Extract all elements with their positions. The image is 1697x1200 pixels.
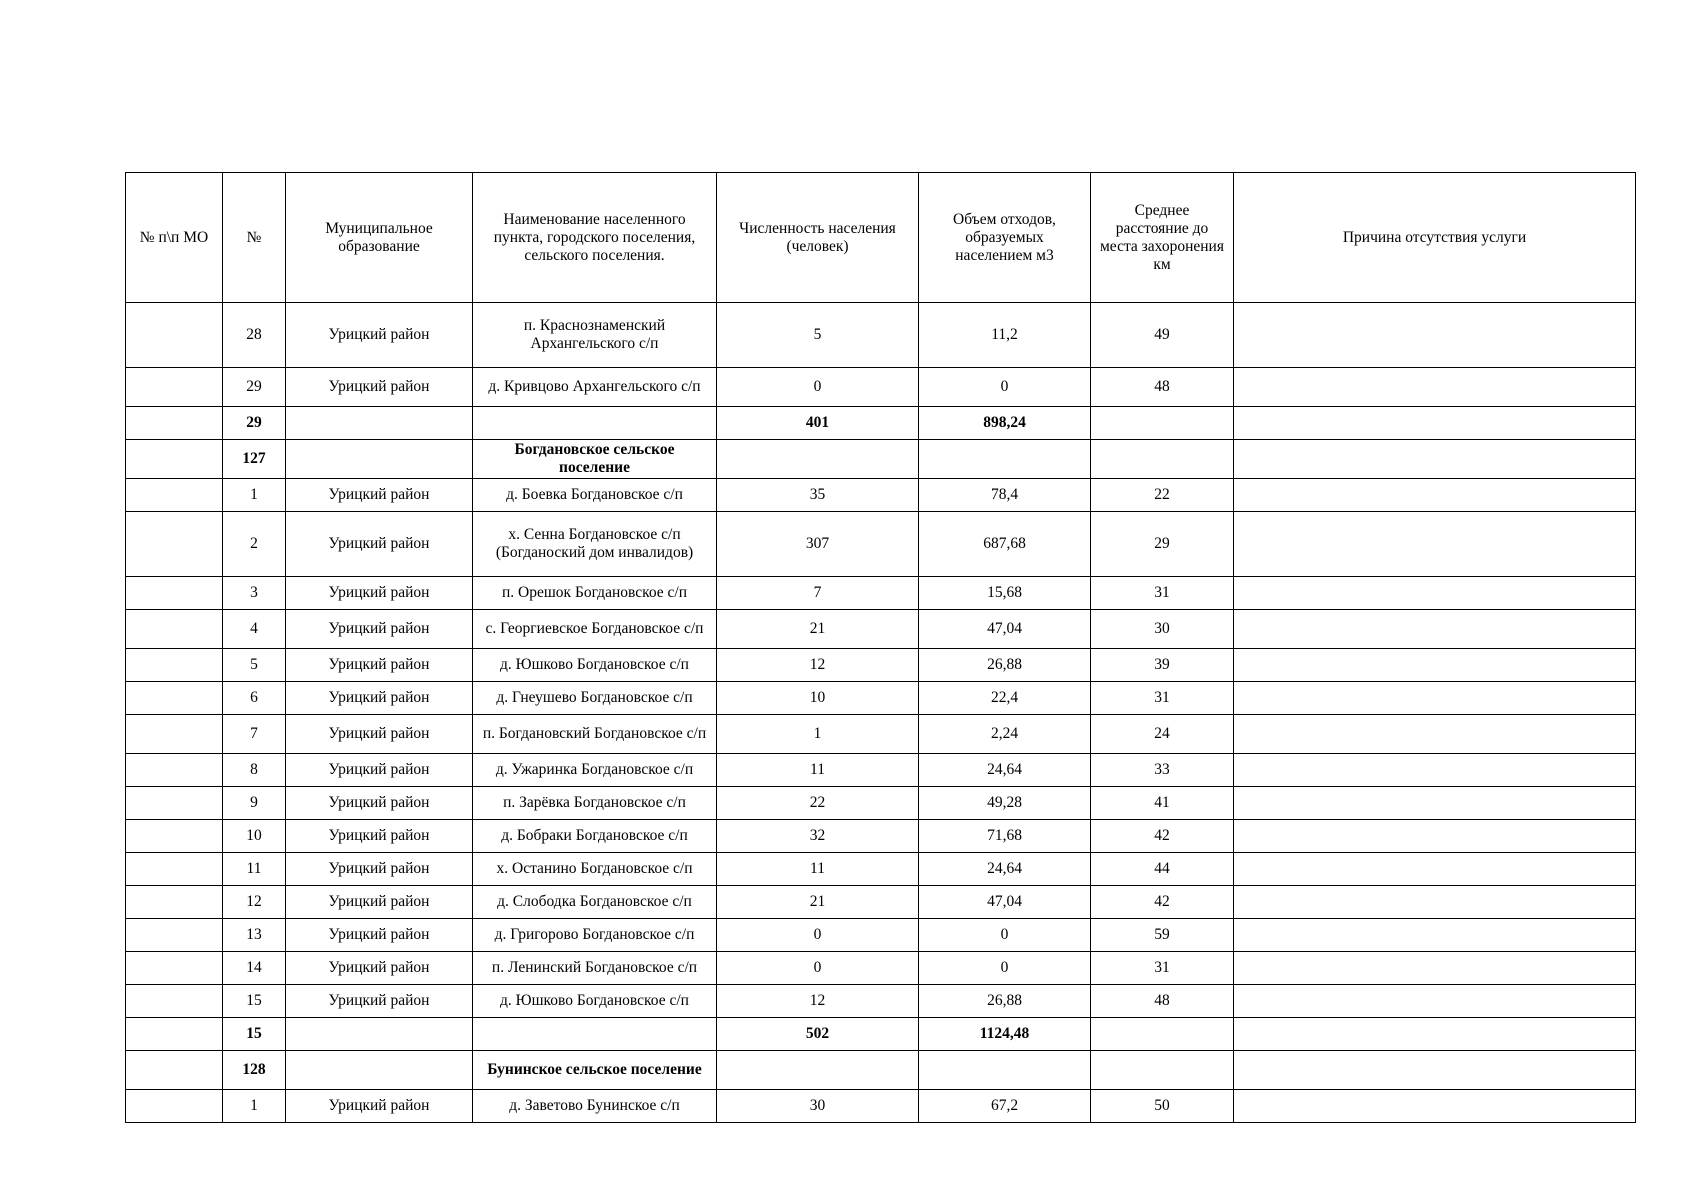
cell-waste-volume: 1124,48: [919, 1018, 1091, 1051]
cell-settlement: д. Кривцово Архангельского с/п: [473, 368, 717, 407]
cell-waste-volume: 26,88: [919, 649, 1091, 682]
cell-municipality: Урицкий район: [286, 577, 473, 610]
cell-distance: 39: [1091, 649, 1234, 682]
cell-municipality: Урицкий район: [286, 820, 473, 853]
table-row: [126, 952, 1636, 985]
cell-population: [717, 1051, 919, 1090]
cell-settlement: п. Зарёвка Богдановское с/п: [473, 787, 717, 820]
cell-mo-number: [126, 479, 223, 512]
cell-number: 4: [223, 610, 286, 649]
table-body: [126, 303, 1636, 1123]
table-row: [126, 1090, 1636, 1123]
cell-distance: 30: [1091, 610, 1234, 649]
cell-reason: [1234, 754, 1636, 787]
cell-waste-volume: 22,4: [919, 682, 1091, 715]
cell-municipality: Урицкий район: [286, 787, 473, 820]
cell-distance: 50: [1091, 1090, 1234, 1123]
cell-number: 28: [223, 303, 286, 368]
cell-population: 30: [717, 1090, 919, 1123]
cell-waste-volume: 2,24: [919, 715, 1091, 754]
cell-mo-number: [126, 1090, 223, 1123]
cell-reason: [1234, 1090, 1636, 1123]
cell-mo-number: [126, 610, 223, 649]
cell-mo-number: [126, 820, 223, 853]
table-row: [126, 512, 1636, 577]
cell-waste-volume: 898,24: [919, 407, 1091, 440]
cell-mo-number: [126, 368, 223, 407]
cell-population: 0: [717, 952, 919, 985]
cell-mo-number: [126, 985, 223, 1018]
cell-population: 5: [717, 303, 919, 368]
cell-distance: 33: [1091, 754, 1234, 787]
cell-population: 0: [717, 919, 919, 952]
header-number: №: [223, 173, 286, 303]
cell-population: 1: [717, 715, 919, 754]
table-row: [126, 754, 1636, 787]
cell-municipality: Урицкий район: [286, 682, 473, 715]
cell-mo-number: [126, 577, 223, 610]
cell-municipality: Урицкий район: [286, 610, 473, 649]
cell-settlement: п. Орешок Богдановское с/п: [473, 577, 717, 610]
cell-number: 6: [223, 682, 286, 715]
cell-waste-volume: [919, 440, 1091, 479]
cell-number: 1: [223, 479, 286, 512]
table-row: [126, 368, 1636, 407]
table-row: [126, 820, 1636, 853]
cell-reason: [1234, 577, 1636, 610]
cell-mo-number: [126, 853, 223, 886]
cell-settlement: [473, 1018, 717, 1051]
cell-settlement: д. Заветово Бунинское с/п: [473, 1090, 717, 1123]
cell-distance: 49: [1091, 303, 1234, 368]
cell-population: 7: [717, 577, 919, 610]
cell-waste-volume: 24,64: [919, 853, 1091, 886]
cell-waste-volume: 26,88: [919, 985, 1091, 1018]
cell-municipality: Урицкий район: [286, 1090, 473, 1123]
cell-mo-number: [126, 303, 223, 368]
cell-reason: [1234, 787, 1636, 820]
cell-waste-volume: 687,68: [919, 512, 1091, 577]
cell-settlement: д. Бобраки Богдановское с/п: [473, 820, 717, 853]
cell-settlement: Бунинское сельское поселение: [473, 1051, 717, 1090]
cell-municipality: [286, 440, 473, 479]
cell-distance: 24: [1091, 715, 1234, 754]
cell-population: 11: [717, 853, 919, 886]
cell-reason: [1234, 303, 1636, 368]
cell-municipality: Урицкий район: [286, 368, 473, 407]
cell-population: 32: [717, 820, 919, 853]
cell-distance: [1091, 407, 1234, 440]
cell-waste-volume: 47,04: [919, 610, 1091, 649]
cell-reason: [1234, 610, 1636, 649]
cell-waste-volume: 71,68: [919, 820, 1091, 853]
cell-mo-number: [126, 649, 223, 682]
cell-number: 1: [223, 1090, 286, 1123]
cell-settlement: д. Григорово Богдановское с/п: [473, 919, 717, 952]
table-row: [126, 919, 1636, 952]
cell-distance: 59: [1091, 919, 1234, 952]
cell-settlement: с. Георгиевское Богдановское с/п: [473, 610, 717, 649]
cell-municipality: Урицкий район: [286, 479, 473, 512]
header-waste-volume: Объем отходов, образуемых населением м3: [919, 173, 1091, 303]
cell-distance: 42: [1091, 820, 1234, 853]
cell-settlement: д. Слободка Богдановское с/п: [473, 886, 717, 919]
table-row: [126, 649, 1636, 682]
cell-mo-number: [126, 682, 223, 715]
cell-population: 12: [717, 649, 919, 682]
cell-mo-number: [126, 440, 223, 479]
cell-settlement: д. Юшково Богдановское с/п: [473, 649, 717, 682]
cell-waste-volume: 0: [919, 919, 1091, 952]
cell-reason: [1234, 820, 1636, 853]
cell-number: 13: [223, 919, 286, 952]
cell-distance: [1091, 1018, 1234, 1051]
table-row: [126, 787, 1636, 820]
table-row: [126, 853, 1636, 886]
cell-municipality: Урицкий район: [286, 715, 473, 754]
cell-reason: [1234, 407, 1636, 440]
cell-reason: [1234, 985, 1636, 1018]
cell-distance: 31: [1091, 577, 1234, 610]
cell-mo-number: [126, 919, 223, 952]
cell-municipality: Урицкий район: [286, 754, 473, 787]
waste-data-table: [125, 172, 1636, 1123]
header-reason: Причина отсутствия услуги: [1234, 173, 1636, 303]
cell-reason: [1234, 512, 1636, 577]
cell-mo-number: [126, 512, 223, 577]
cell-mo-number: [126, 715, 223, 754]
cell-settlement: [473, 407, 717, 440]
cell-distance: 31: [1091, 952, 1234, 985]
cell-waste-volume: 78,4: [919, 479, 1091, 512]
table-row: [126, 577, 1636, 610]
cell-municipality: Урицкий район: [286, 512, 473, 577]
cell-mo-number: [126, 886, 223, 919]
table-row: [126, 479, 1636, 512]
table-row: [126, 610, 1636, 649]
cell-settlement: д. Ужаринка Богдановское с/п: [473, 754, 717, 787]
cell-waste-volume: 0: [919, 952, 1091, 985]
cell-mo-number: [126, 1018, 223, 1051]
cell-number: 127: [223, 440, 286, 479]
cell-settlement: Богдановское сельское поселение: [473, 440, 717, 479]
cell-mo-number: [126, 754, 223, 787]
cell-distance: 31: [1091, 682, 1234, 715]
header-mo-number: № п\п МО: [126, 173, 223, 303]
header-municipality: Муниципальное образование: [286, 173, 473, 303]
cell-reason: [1234, 1018, 1636, 1051]
cell-settlement: д. Гнеушево Богдановское с/п: [473, 682, 717, 715]
cell-number: 10: [223, 820, 286, 853]
cell-reason: [1234, 919, 1636, 952]
cell-settlement: д. Боевка Богдановское с/п: [473, 479, 717, 512]
cell-waste-volume: 0: [919, 368, 1091, 407]
cell-municipality: Урицкий район: [286, 919, 473, 952]
header-settlement-name: Наименование населенного пункта, городского поселения, сельского поселения.: [473, 173, 717, 303]
cell-settlement: п. Краснознаменский Архангельского с/п: [473, 303, 717, 368]
cell-settlement: п. Богдановский Богдановское с/п: [473, 715, 717, 754]
cell-mo-number: [126, 407, 223, 440]
cell-distance: 29: [1091, 512, 1234, 577]
cell-distance: [1091, 440, 1234, 479]
cell-settlement: х. Сенна Богдановское с/п (Богданоский дом инвалидов): [473, 512, 717, 577]
cell-mo-number: [126, 787, 223, 820]
cell-distance: 41: [1091, 787, 1234, 820]
cell-municipality: [286, 1018, 473, 1051]
cell-population: 21: [717, 610, 919, 649]
cell-reason: [1234, 479, 1636, 512]
table-row: [126, 682, 1636, 715]
cell-number: 29: [223, 368, 286, 407]
cell-municipality: Урицкий район: [286, 886, 473, 919]
cell-number: 11: [223, 853, 286, 886]
cell-number: 5: [223, 649, 286, 682]
subtotal-row: [126, 440, 1636, 479]
cell-settlement: п. Ленинский Богдановское с/п: [473, 952, 717, 985]
cell-municipality: Урицкий район: [286, 303, 473, 368]
subtotal-row: [126, 1051, 1636, 1090]
cell-number: 15: [223, 985, 286, 1018]
cell-number: 8: [223, 754, 286, 787]
cell-mo-number: [126, 952, 223, 985]
subtotal-row: [126, 407, 1636, 440]
header-population: Численность населения (человек): [717, 173, 919, 303]
cell-reason: [1234, 1051, 1636, 1090]
header-row: [126, 173, 1636, 303]
cell-reason: [1234, 682, 1636, 715]
cell-distance: 44: [1091, 853, 1234, 886]
cell-waste-volume: 49,28: [919, 787, 1091, 820]
cell-number: 9: [223, 787, 286, 820]
cell-population: 502: [717, 1018, 919, 1051]
cell-reason: [1234, 649, 1636, 682]
cell-population: 0: [717, 368, 919, 407]
cell-waste-volume: 67,2: [919, 1090, 1091, 1123]
cell-reason: [1234, 886, 1636, 919]
cell-reason: [1234, 440, 1636, 479]
cell-number: 12: [223, 886, 286, 919]
cell-number: 7: [223, 715, 286, 754]
header-distance: Среднее расстояние до места захоронения км: [1091, 173, 1234, 303]
cell-mo-number: [126, 1051, 223, 1090]
subtotal-row: [126, 1018, 1636, 1051]
cell-number: 2: [223, 512, 286, 577]
cell-reason: [1234, 952, 1636, 985]
cell-distance: 48: [1091, 985, 1234, 1018]
cell-settlement: д. Юшково Богдановское с/п: [473, 985, 717, 1018]
cell-population: 35: [717, 479, 919, 512]
cell-population: 401: [717, 407, 919, 440]
table-row: [126, 303, 1636, 368]
cell-population: 307: [717, 512, 919, 577]
cell-number: 3: [223, 577, 286, 610]
cell-municipality: Урицкий район: [286, 853, 473, 886]
cell-waste-volume: 11,2: [919, 303, 1091, 368]
cell-waste-volume: 24,64: [919, 754, 1091, 787]
cell-distance: 48: [1091, 368, 1234, 407]
cell-population: 12: [717, 985, 919, 1018]
cell-distance: [1091, 1051, 1234, 1090]
cell-distance: 22: [1091, 479, 1234, 512]
cell-number: 14: [223, 952, 286, 985]
cell-population: 10: [717, 682, 919, 715]
table-row: [126, 985, 1636, 1018]
table-row: [126, 886, 1636, 919]
cell-waste-volume: [919, 1051, 1091, 1090]
cell-population: [717, 440, 919, 479]
cell-number: 29: [223, 407, 286, 440]
cell-municipality: [286, 407, 473, 440]
cell-municipality: Урицкий район: [286, 649, 473, 682]
cell-number: 15: [223, 1018, 286, 1051]
cell-municipality: Урицкий район: [286, 985, 473, 1018]
cell-municipality: Урицкий район: [286, 952, 473, 985]
cell-reason: [1234, 853, 1636, 886]
cell-waste-volume: 15,68: [919, 577, 1091, 610]
cell-reason: [1234, 368, 1636, 407]
cell-reason: [1234, 715, 1636, 754]
cell-settlement: х. Останино Богдановское с/п: [473, 853, 717, 886]
cell-population: 21: [717, 886, 919, 919]
cell-distance: 42: [1091, 886, 1234, 919]
cell-population: 11: [717, 754, 919, 787]
cell-number: 128: [223, 1051, 286, 1090]
cell-population: 22: [717, 787, 919, 820]
cell-waste-volume: 47,04: [919, 886, 1091, 919]
table-row: [126, 715, 1636, 754]
cell-municipality: [286, 1051, 473, 1090]
